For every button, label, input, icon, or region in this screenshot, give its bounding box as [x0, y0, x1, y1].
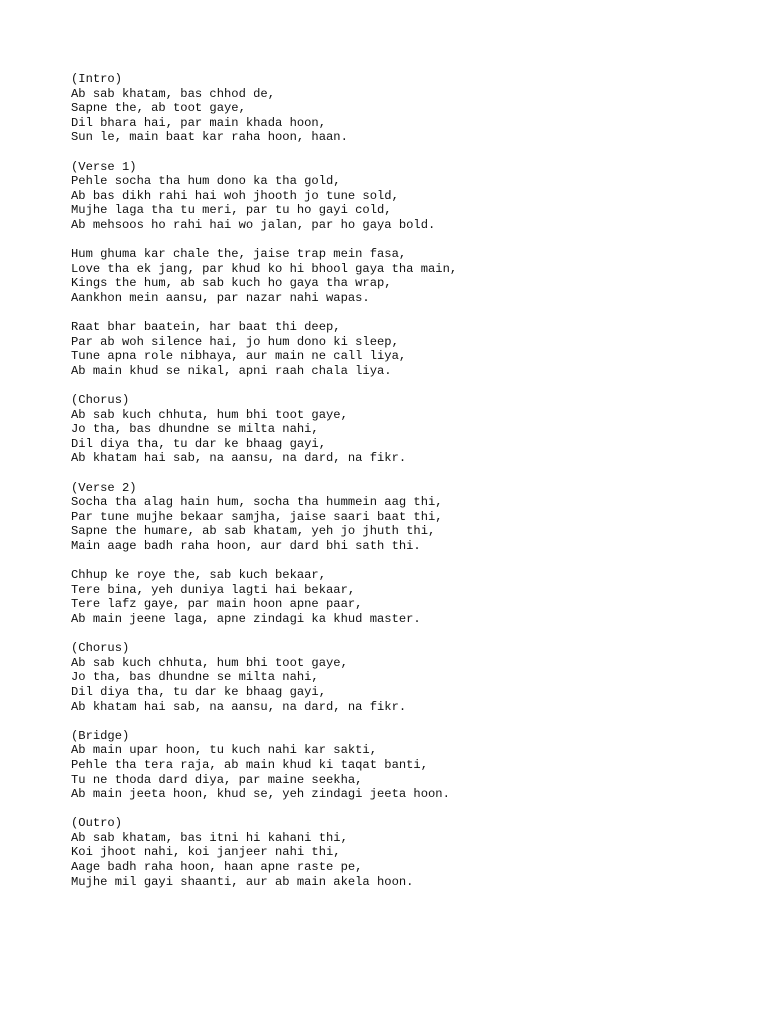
- lyric-line: Ab main upar hoon, tu kuch nahi kar sakti,: [71, 743, 377, 758]
- lyric-line: Koi jhoot nahi, koi janjeer nahi thi,: [71, 845, 341, 860]
- stanza: [71, 568, 731, 626]
- lyric-line: Dil diya tha, tu dar ke bhaag gayi,: [71, 436, 326, 451]
- section-label: (Chorus): [71, 641, 130, 656]
- lyric-line: Par ab woh silence hai, jo hum dono ki sleep,: [71, 334, 399, 349]
- lyric-line: Ab sab khatam, bas chhod de,: [71, 86, 275, 101]
- lyric-line: Chhup ke roye the, sab kuch bekaar,: [71, 568, 326, 583]
- lyric-line: Tune apna role nibhaya, aur main ne call liya,: [71, 349, 407, 364]
- section-label: (Verse 2): [71, 480, 137, 495]
- lyric-line: Ab sab kuch chhuta, hum bhi toot gaye,: [71, 407, 348, 422]
- lyric-line: Tere lafz gaye, par main hoon apne paar,: [71, 597, 363, 612]
- lyric-line: Socha tha alag hain hum, socha tha hummein aag thi,: [71, 495, 443, 510]
- lyric-line: Sapne the, ab toot gaye,: [71, 101, 246, 116]
- lyric-line: Ab bas dikh rahi hai woh jhooth jo tune sold,: [71, 188, 399, 203]
- stanza: [71, 320, 731, 378]
- section-intro: [71, 72, 731, 145]
- lyric-line: Par tune mujhe bekaar samjha, jaise saari baat thi,: [71, 509, 443, 524]
- lyric-line: Jo tha, bas dhundne se milta nahi,: [71, 422, 319, 437]
- lyric-line: Raat bhar baatein, har baat thi deep,: [71, 320, 341, 335]
- section-label: (Bridge): [71, 728, 130, 743]
- section-label: (Chorus): [71, 393, 130, 408]
- section-chorus: [71, 641, 731, 714]
- lyric-line: Tu ne thoda dard diya, par maine seekha,: [71, 772, 363, 787]
- lyric-line: Pehle socha tha hum dono ka tha gold,: [71, 174, 341, 189]
- lyric-line: Tere bina, yeh duniya lagti hai bekaar,: [71, 582, 356, 597]
- lyric-line: Dil diya tha, tu dar ke bhaag gayi,: [71, 684, 326, 699]
- section-label: (Verse 1): [71, 159, 137, 174]
- lyric-line: Aankhon mein aansu, par nazar nahi wapas.: [71, 290, 370, 305]
- lyric-line: Mujhe mil gayi shaanti, aur ab main akela hoon.: [71, 874, 414, 889]
- lyric-line: Main aage badh raha hoon, aur dard bhi sath thi.: [71, 539, 421, 553]
- lyric-line: Hum ghuma kar chale the, jaise trap mein fasa,: [71, 247, 407, 262]
- stanza: [71, 247, 731, 305]
- lyrics-document: [71, 72, 731, 904]
- lyric-line: Ab sab khatam, bas itni hi kahani thi,: [71, 830, 348, 845]
- section-verse-2: [71, 481, 731, 554]
- section-label: (Intro): [71, 72, 122, 86]
- section-label: (Outro): [71, 816, 122, 831]
- lyric-line: Aage badh raha hoon, haan apne raste pe,: [71, 860, 363, 875]
- lyric-line: Ab mehsoos ho rahi hai wo jalan, par ho gaya bold.: [71, 217, 436, 232]
- lyric-line: Love tha ek jang, par khud ko hi bhool gaya tha main,: [71, 261, 458, 276]
- lyric-line: Ab main jeeta hoon, khud se, yeh zindagi jeeta hoon.: [71, 787, 450, 802]
- section-verse-1: [71, 160, 731, 233]
- lyric-line: Dil bhara hai, par main khada hoon,: [71, 115, 326, 130]
- lyric-line: Ab khatam hai sab, na aansu, na dard, na fikr.: [71, 699, 407, 714]
- lyric-line: Pehle tha tera raja, ab main khud ki taqat banti,: [71, 757, 428, 772]
- lyric-line: Kings the hum, ab sab kuch ho gaya tha wrap,: [71, 276, 392, 291]
- lyric-line: Mujhe laga tha tu meri, par tu ho gayi cold,: [71, 203, 392, 218]
- lyric-line: Sapne the humare, ab sab khatam, yeh jo jhuth thi,: [71, 524, 436, 539]
- lyric-line: Sun le, main baat kar raha hoon, haan.: [71, 130, 348, 145]
- lyric-line: Ab main khud se nikal, apni raah chala liya.: [71, 363, 392, 378]
- section-bridge: [71, 729, 731, 802]
- lyric-line: Jo tha, bas dhundne se milta nahi,: [71, 670, 319, 685]
- lyric-line: Ab khatam hai sab, na aansu, na dard, na fikr.: [71, 451, 407, 466]
- section-chorus: [71, 393, 731, 466]
- lyric-line: Ab main jeene laga, apne zindagi ka khud master.: [71, 611, 421, 626]
- lyric-line: Ab sab kuch chhuta, hum bhi toot gaye,: [71, 655, 348, 670]
- section-outro: [71, 816, 731, 889]
